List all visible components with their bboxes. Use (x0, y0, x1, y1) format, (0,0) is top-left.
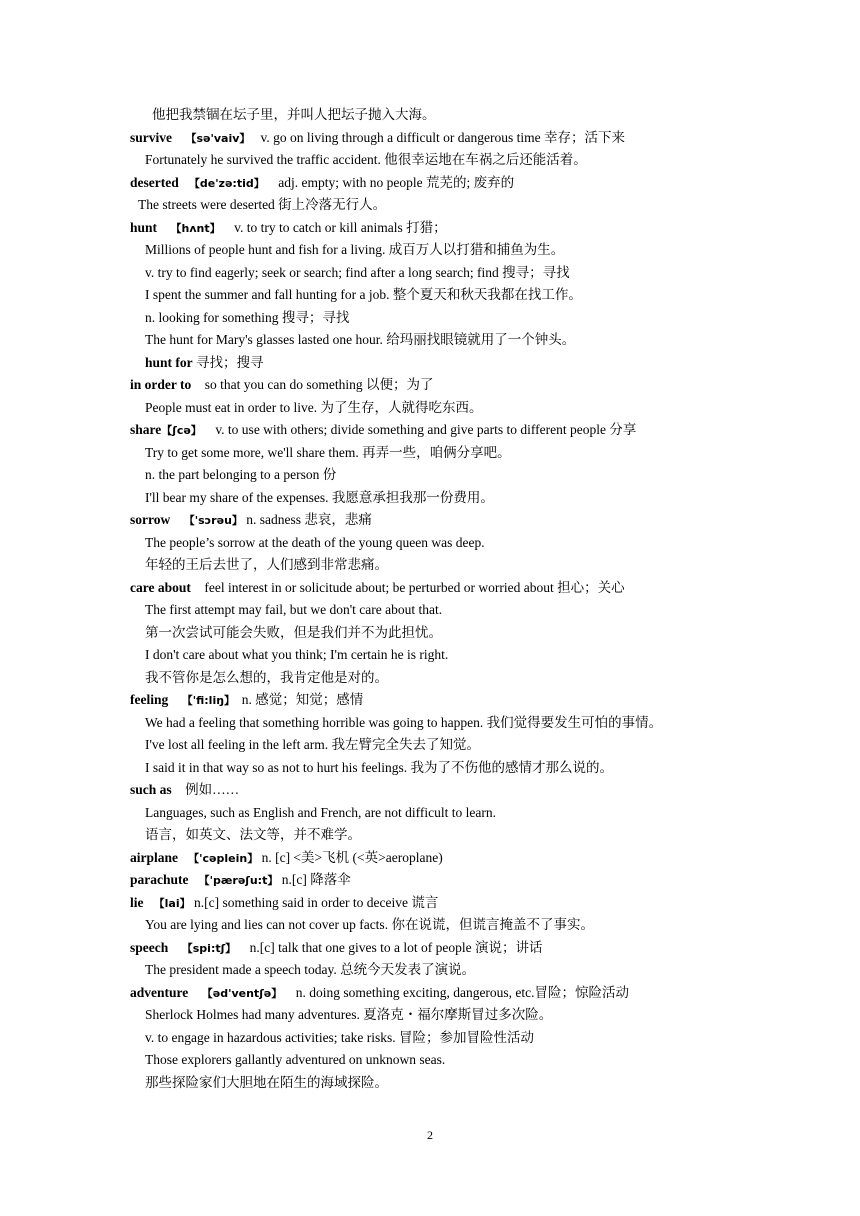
headword: lie (130, 895, 144, 910)
text-line (145, 1051, 445, 1069)
phonetic: 【'fi:liŋ】 (181, 694, 236, 707)
line-text: You are lying and lies can not cover up facts. 你在说谎，但谎言掩盖不了事实。 (145, 917, 594, 932)
line-text: 他把我禁锢在坛子里，并叫人把坛子抛入大海。 (152, 107, 436, 122)
text-line (145, 826, 361, 844)
entry-lie (130, 894, 438, 913)
phonetic: 【lai】 (153, 897, 191, 910)
headword: parachute (130, 872, 189, 887)
line-text: Those explorers gallantly adventured on unknown seas. (145, 1052, 446, 1067)
line-text: 语言，如英文、法文等，并不难学。 (145, 827, 361, 842)
headword: such as (130, 782, 172, 797)
line-text: n. the part belonging to a person 份 (145, 467, 337, 482)
text-line (145, 241, 564, 259)
definition: feel interest in or solicitude about; be perturbed or worried about 担心；关心 (204, 580, 625, 595)
headword: deserted (130, 175, 179, 190)
phonetic: 【spi:tʃ】 (181, 942, 237, 955)
headword: feeling (130, 692, 169, 707)
line-text: n. looking for something 搜寻；寻找 (145, 310, 350, 325)
line-text: Millions of people hunt and fish for a living. 成百万人以打猎和捕鱼为生。 (145, 242, 565, 257)
headword: speech (130, 940, 169, 955)
entry-hunt (130, 219, 447, 238)
entry-such-as (130, 781, 239, 799)
sub-entry-hunt-for (145, 354, 264, 372)
text-line (145, 286, 582, 304)
definition: adj. empty; with no people 荒芜的; 废弃的 (278, 175, 515, 190)
text-line (145, 399, 482, 417)
entry-share (130, 421, 636, 440)
line-text: The people’s sorrow at the death of the young queen was deep. (145, 535, 485, 550)
line-text: I'll bear my share of the expenses. 我愿意承担我那一份费用。 (145, 490, 494, 505)
definition: v. to use with others; divide something and give parts to different people 分享 (215, 422, 637, 437)
page-number: 2 (427, 1128, 433, 1142)
phonetic: 【hʌnt】 (170, 222, 221, 235)
text-line (145, 1006, 552, 1024)
text-line (145, 331, 575, 349)
entry-in-order-to (130, 376, 433, 394)
phonetic: 【ʃcə】 (161, 424, 202, 437)
text-line (145, 489, 494, 507)
line-text: Languages, such as English and French, are not difficult to learn. (145, 805, 497, 820)
text-line (145, 916, 594, 934)
text-line (145, 444, 511, 462)
text-line (145, 264, 570, 282)
line-text: 我不管你是怎么想的，我肯定他是对的。 (145, 670, 388, 685)
entry-care-about (130, 579, 625, 597)
text-line (145, 601, 442, 619)
entry-survive (130, 129, 625, 148)
phonetic: 【'cəplein】 (188, 852, 259, 865)
line-text: The president made a speech today. 总统今天发表了演说。 (145, 962, 476, 977)
definition: n.[c] something said in order to deceive 谎言 (193, 895, 439, 910)
line-text: The streets were deserted 街上冷落无行人。 (138, 197, 387, 212)
headword: adventure (130, 985, 189, 1000)
line-text: 那些探险家们大胆地在陌生的海域探险。 (145, 1075, 388, 1090)
definition: 例如…… (185, 782, 240, 797)
line-text: v. to engage in hazardous activities; take risks. 冒险；参加冒险性活动 (145, 1030, 535, 1045)
definition: so that you can do something 以便；为了 (204, 377, 434, 392)
line-text: I said it in that way so as not to hurt his feelings. 我为了不伤他的感情才那么说的。 (145, 760, 613, 775)
line-text: Fortunately he survived the traffic accident. 他很幸运地在车祸之后还能活着。 (145, 152, 587, 167)
definition: 寻找；搜寻 (196, 355, 264, 370)
entry-adventure (130, 984, 629, 1003)
definition: v. go on living through a difficult or dangerous time 幸存；活下来 (260, 130, 626, 145)
phonetic: 【de'zə:tid】 (188, 177, 265, 190)
text-line (145, 624, 442, 642)
headword: sorrow (130, 512, 171, 527)
line-text: 年轻的王后去世了，人们感到非常悲痛。 (145, 557, 388, 572)
text-line (145, 534, 485, 552)
definition: n.[c] talk that one gives to a lot of people 演说；讲话 (249, 940, 543, 955)
text-line (145, 961, 475, 979)
phonetic: 【'pærəʃu:t】 (198, 874, 279, 887)
headword: survive (130, 130, 172, 145)
text-line (145, 309, 349, 327)
text-line (145, 1029, 534, 1047)
entry-speech (130, 939, 542, 958)
text-line (145, 151, 587, 169)
entry-airplane (130, 849, 443, 868)
phonetic: 【'sɔrəu】 (183, 514, 243, 527)
text-line (145, 466, 336, 484)
line-text: I spent the summer and fall hunting for a job. 整个夏天和秋天我都在找工作。 (145, 287, 582, 302)
line-text: We had a feeling that something horrible was going to happen. 我们觉得要发生可怕的事情。 (145, 715, 663, 730)
line-text: I've lost all feeling in the left arm. 我左臂完全失去了知觉。 (145, 737, 480, 752)
line-text: Try to get some more, we'll share them. 再弄一些，咱俩分享吧。 (145, 445, 511, 460)
line-text: v. try to find eagerly; seek or search; find after a long search; find 搜寻；寻找 (145, 265, 570, 280)
headword: hunt for (145, 355, 193, 370)
headword: in order to (130, 377, 192, 392)
text-line (145, 646, 448, 664)
entry-sorrow (130, 511, 372, 530)
headword: hunt (130, 220, 158, 235)
text-line (145, 804, 496, 822)
definition: n. [c] <美>飞机 (<英>aeroplane) (261, 850, 443, 865)
line-text: The hunt for Mary's glasses lasted one hour. 给玛丽找眼镜就用了一个钟头。 (145, 332, 576, 347)
definition: v. to try to catch or kill animals 打猎； (234, 220, 447, 235)
entry-deserted (130, 174, 514, 193)
line-text: Sherlock Holmes had many adventures. 夏洛克・福尔摩斯冒过多次险。 (145, 1007, 553, 1022)
phonetic: 【sə'vaiv】 (185, 132, 251, 145)
entry-feeling (130, 691, 363, 710)
text-line (152, 106, 436, 124)
text-line (138, 196, 386, 214)
headword: share (130, 422, 162, 437)
line-text: People must eat in order to live. 为了生存，人就得吃东西。 (145, 400, 483, 415)
headword: care about (130, 580, 191, 595)
text-line (145, 714, 662, 732)
phonetic: 【əd'ventʃə】 (201, 987, 283, 1000)
line-text: 第一次尝试可能会失败，但是我们并不为此担忧。 (145, 625, 442, 640)
definition: n.[c] 降落伞 (281, 872, 351, 887)
entry-parachute (130, 871, 351, 890)
headword: airplane (130, 850, 179, 865)
text-line (145, 759, 613, 777)
text-line (145, 669, 388, 687)
text-line (145, 556, 388, 574)
text-line (145, 736, 480, 754)
definition: n. 感觉；知觉；感情 (241, 692, 364, 707)
text-line (145, 1074, 388, 1092)
line-text: The first attempt may fail, but we don't care about that. (145, 602, 443, 617)
line-text: I don't care about what you think; I'm certain he is right. (145, 647, 449, 662)
definition: n. sadness 悲哀，悲痛 (246, 512, 372, 527)
definition: n. doing something exciting, dangerous, etc.冒险；惊险活动 (295, 985, 630, 1000)
